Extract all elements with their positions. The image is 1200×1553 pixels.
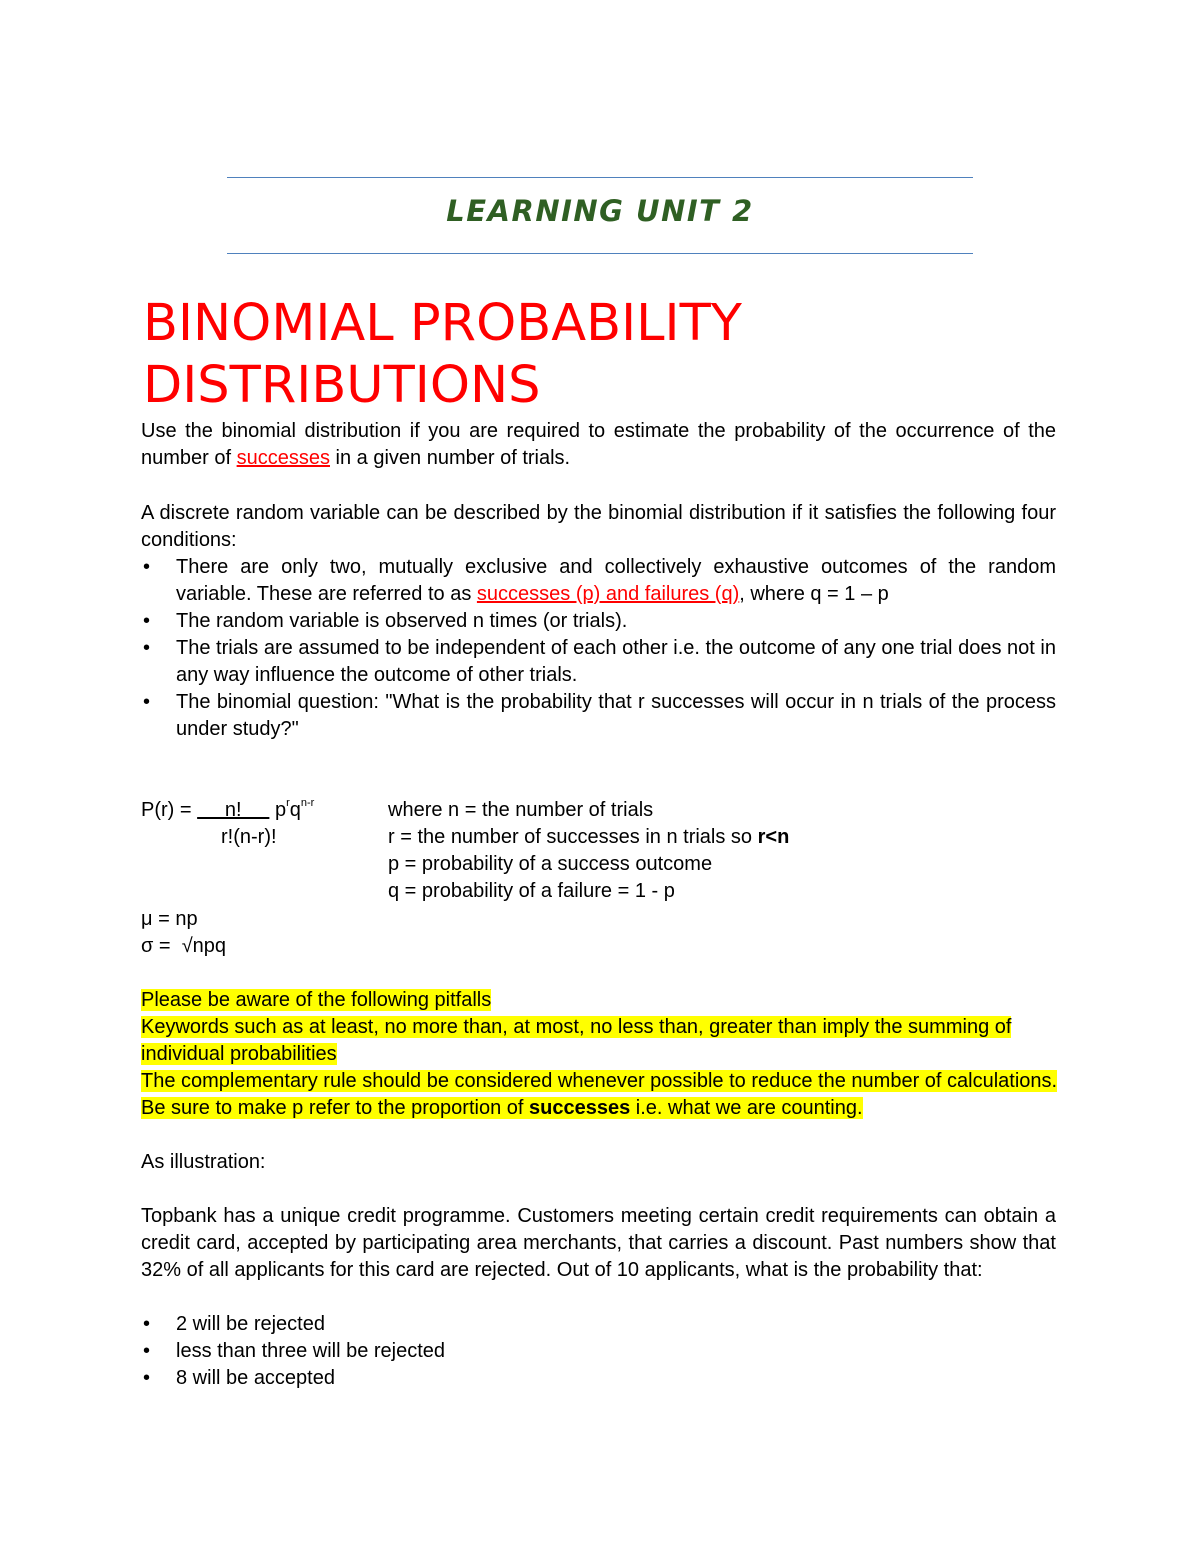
binomial-formula <box>141 797 1056 907</box>
main-title-line-1: BINOMIAL PROBABILITY <box>143 294 742 353</box>
bullet: • <box>143 637 151 659</box>
list-item <box>141 1338 1056 1365</box>
pitfalls-title: Please be aware of the following pitfalls <box>141 989 492 1011</box>
main-title <box>143 293 1063 417</box>
condition-1-highlight: successes (p) and failures (q) <box>476 583 740 605</box>
condition-3: The trials are assumed to be independent of each other i.e. the outcome of any one trial does not in any way influence the outcome of other trials. <box>176 637 1056 686</box>
pitfall-3-before: Be sure to make p refer to the proportion of <box>141 1097 529 1119</box>
list-item <box>141 689 1056 743</box>
unit-title: LEARNING UNIT 2 <box>446 194 754 228</box>
formula-line-1 <box>141 797 314 824</box>
bullet: • <box>143 556 151 578</box>
formula-def-r-text: r = the number of successes in n trials so <box>388 826 758 848</box>
formula-denominator: r!(n-r)! <box>221 826 277 848</box>
bullet: • <box>143 1313 151 1335</box>
list-item <box>141 1365 1056 1392</box>
pitfall-1: Keywords such as at least, no more than, at most, no less than, greater than imply the summing of individual probabilities <box>141 1016 1012 1065</box>
condition-1-after: , where q = 1 – p <box>739 583 889 605</box>
header-rule-top <box>227 177 973 178</box>
formula-p: p <box>274 799 287 821</box>
pitfall-2: The complementary rule should be considered whenever possible to reduce the number of calculations. <box>141 1070 1058 1092</box>
question-2: less than three will be rejected <box>176 1340 446 1362</box>
bullet: • <box>143 1340 151 1362</box>
bullet: • <box>143 1367 151 1389</box>
illustration-label: As illustration: <box>141 1151 266 1173</box>
stats <box>141 906 1056 960</box>
question-1: 2 will be rejected <box>176 1313 325 1335</box>
formula-def-q: q = probability of a failure = 1 - p <box>388 880 675 902</box>
intro-paragraph <box>141 418 1056 472</box>
list-item <box>141 554 1056 608</box>
formula-def-p: p = probability of a success outcome <box>388 853 713 875</box>
formula-def-r-bold: r<n <box>757 826 790 848</box>
intro-text-before: Use the binomial distribution if you are required to estimate the probability of the occurrence of the number of <box>141 420 1056 469</box>
conditions-intro: A discrete random variable can be described by the binomial distribution if it satisfies the following four conditions: <box>141 502 1056 551</box>
pitfall-3-after: i.e. what we are counting. <box>630 1097 863 1119</box>
formula-numerator: n! <box>197 799 270 821</box>
condition-2: The random variable is observed n times (or trials). <box>176 610 628 632</box>
header-rule-bottom <box>227 253 973 254</box>
mean-formula: μ = np <box>141 908 198 930</box>
intro-text-after: in a given number of trials. <box>329 447 571 469</box>
bullet: • <box>143 610 151 632</box>
formula-q: q <box>289 799 301 821</box>
question-3: 8 will be accepted <box>176 1367 335 1389</box>
pitfalls-section <box>141 987 1061 1122</box>
formula-exp-nr: n-r <box>300 797 315 810</box>
formula-exp-r: r <box>286 797 290 810</box>
formula-def-r <box>388 824 789 851</box>
pitfall-3-bold: successes <box>529 1097 631 1119</box>
main-title-line-2: DISTRIBUTIONS <box>143 356 541 415</box>
sd-formula: σ = √npq <box>141 935 227 957</box>
condition-4: The binomial question: "What is the probability that r successes will occur in n trials of the process under study?" <box>176 691 1056 740</box>
topbank-paragraph: Topbank has a unique credit programme. Customers meeting certain credit requirements can obtain a credit card, accepted by participating area merchants, that carries a discount. Past numbers show that 32% of all applicants for this card are rejected. Out of 10 applicants, what is the probability that: <box>141 1205 1056 1281</box>
list-item <box>141 635 1056 689</box>
conditions-list <box>141 554 1056 743</box>
formula-lhs: P(r) = <box>141 799 198 821</box>
list-item <box>141 1311 1056 1338</box>
questions-list <box>141 1311 1056 1392</box>
bullet: • <box>143 691 151 713</box>
list-item <box>141 608 1056 635</box>
formula-def-n: where n = the number of trials <box>388 799 654 821</box>
intro-highlight: successes <box>236 447 330 469</box>
condition-1-before: There are only two, mutually exclusive and collectively exhaustive outcomes of the random variable. These are referred to as <box>176 556 1056 605</box>
